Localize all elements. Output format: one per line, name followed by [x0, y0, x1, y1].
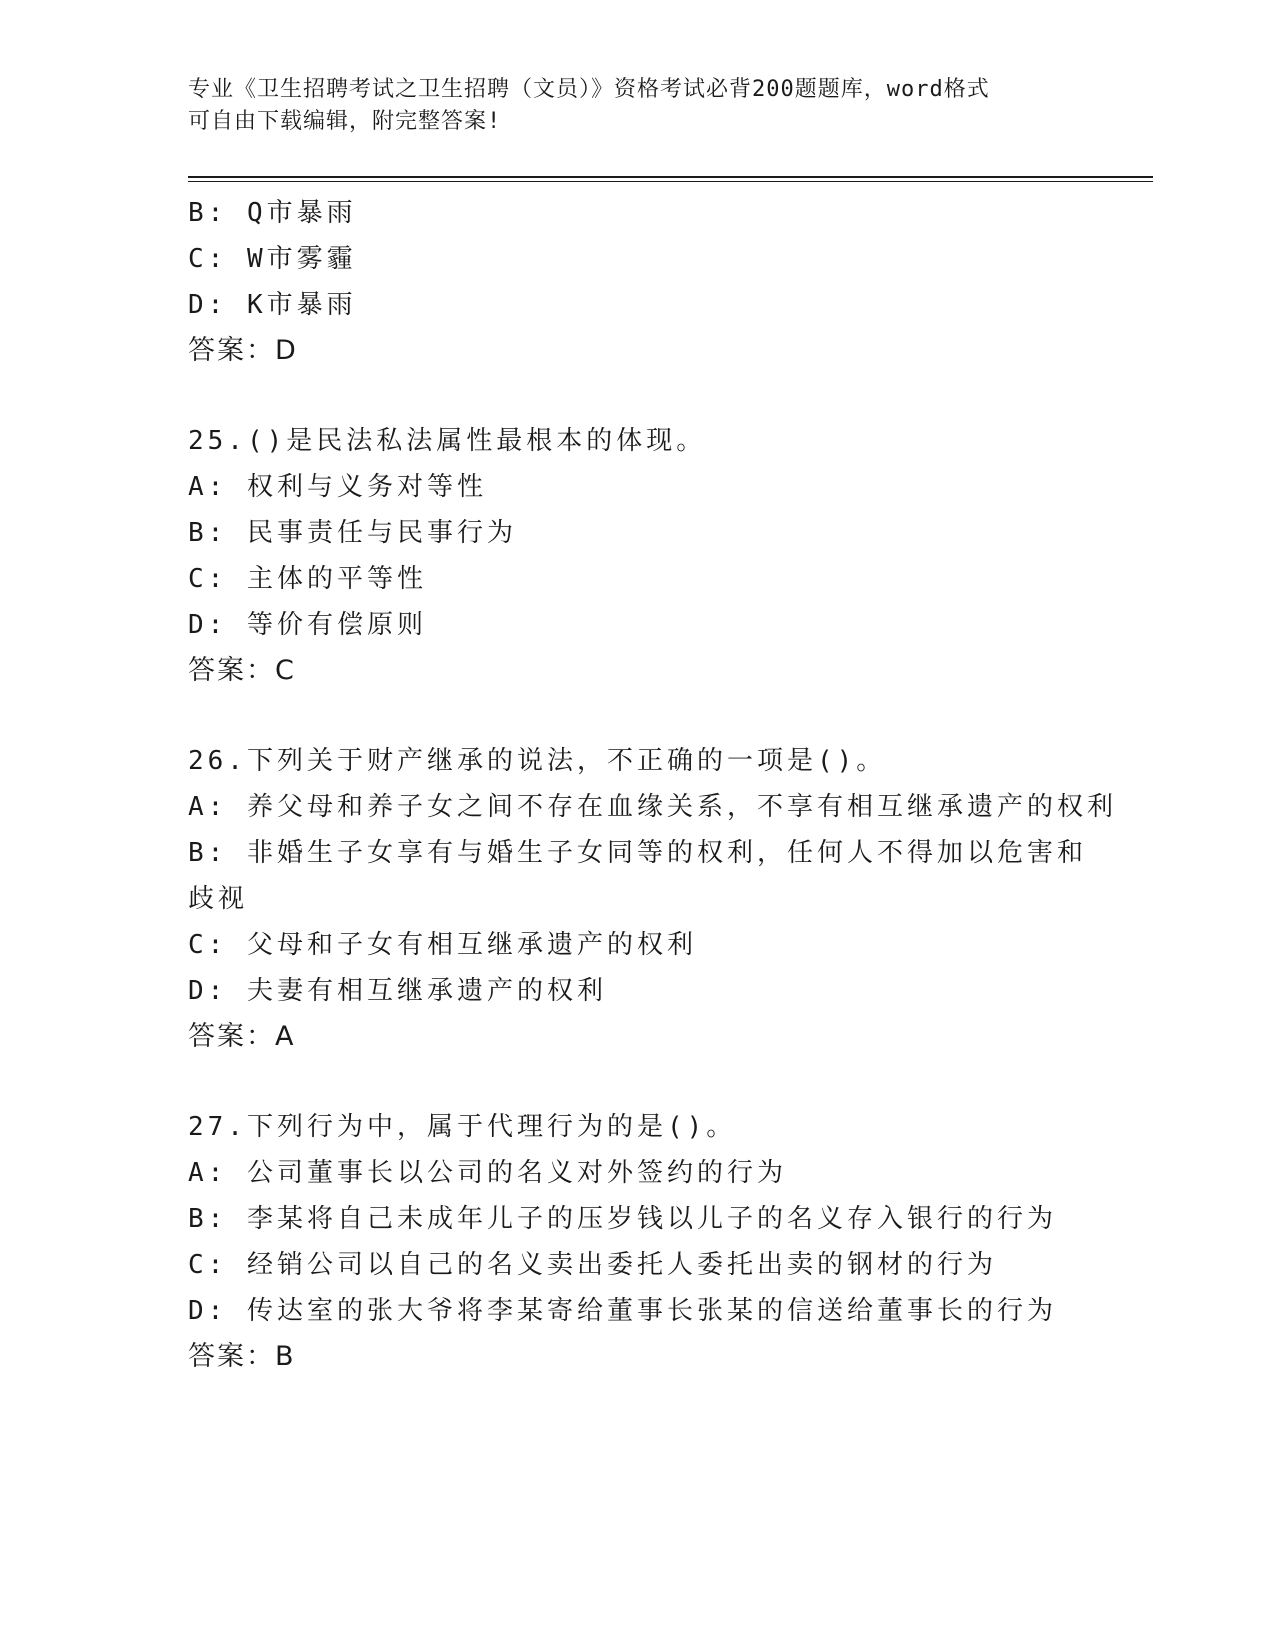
document-header — [188, 74, 1088, 138]
question-list — [188, 190, 1117, 1380]
question-27 — [188, 1104, 1088, 1380]
option-a: A: 权利与义务对等性 — [188, 472, 487, 502]
option-b: B: 李某将自己未成年儿子的压岁钱以儿子的名义存入银行的行为 — [188, 1204, 1057, 1234]
option-d: D: K市暴雨 — [188, 290, 357, 320]
header-divider-thin — [188, 181, 1153, 182]
answer-line: 答案：C — [188, 655, 296, 686]
spacer — [188, 694, 1088, 738]
option-b: B: 民事责任与民事行为 — [188, 518, 517, 548]
question-24-continued — [188, 190, 1088, 374]
option-d: D: 等价有偿原则 — [188, 610, 427, 640]
option-c: C: 主体的平等性 — [188, 564, 427, 594]
option-d: D: 传达室的张大爷将李某寄给董事长张某的信送给董事长的行为 — [188, 1296, 1057, 1326]
option-c: C: W市雾霾 — [188, 244, 357, 274]
question-25 — [188, 418, 1088, 694]
option-a: A: 养父母和养子女之间不存在血缘关系，不享有相互继承遗产的权利 — [188, 792, 1117, 822]
answer-line: 答案：D — [188, 335, 298, 366]
option-b: B: 非婚生子女享有与婚生子女同等的权利，任何人不得加以危害和歧视 — [188, 838, 1087, 914]
question-26 — [188, 738, 1117, 1060]
header-divider-thick — [188, 176, 1153, 178]
header-title-line-1: 专业《卫生招聘考试之卫生招聘（文员）》资格考试必背200题题库，word格式 — [188, 77, 990, 102]
question-stem: 27.下列行为中，属于代理行为的是()。 — [188, 1112, 737, 1142]
answer-line: 答案：B — [188, 1341, 296, 1372]
question-stem: 26.下列关于财产继承的说法，不正确的一项是()。 — [188, 746, 887, 776]
spacer — [188, 374, 1088, 418]
spacer — [188, 1060, 1088, 1104]
option-a: A: 公司董事长以公司的名义对外签约的行为 — [188, 1158, 787, 1188]
option-c: C: 经销公司以自己的名义卖出委托人委托出卖的钢材的行为 — [188, 1250, 997, 1280]
question-stem: 25.()是民法私法属性最根本的体现。 — [188, 426, 707, 456]
option-c: C: 父母和子女有相互继承遗产的权利 — [188, 930, 697, 960]
answer-line: 答案：A — [188, 1021, 296, 1052]
option-d: D: 夫妻有相互继承遗产的权利 — [188, 976, 607, 1006]
option-b: B: Q市暴雨 — [188, 198, 357, 228]
header-title-line-2: 可自由下载编辑，附完整答案! — [188, 109, 502, 134]
